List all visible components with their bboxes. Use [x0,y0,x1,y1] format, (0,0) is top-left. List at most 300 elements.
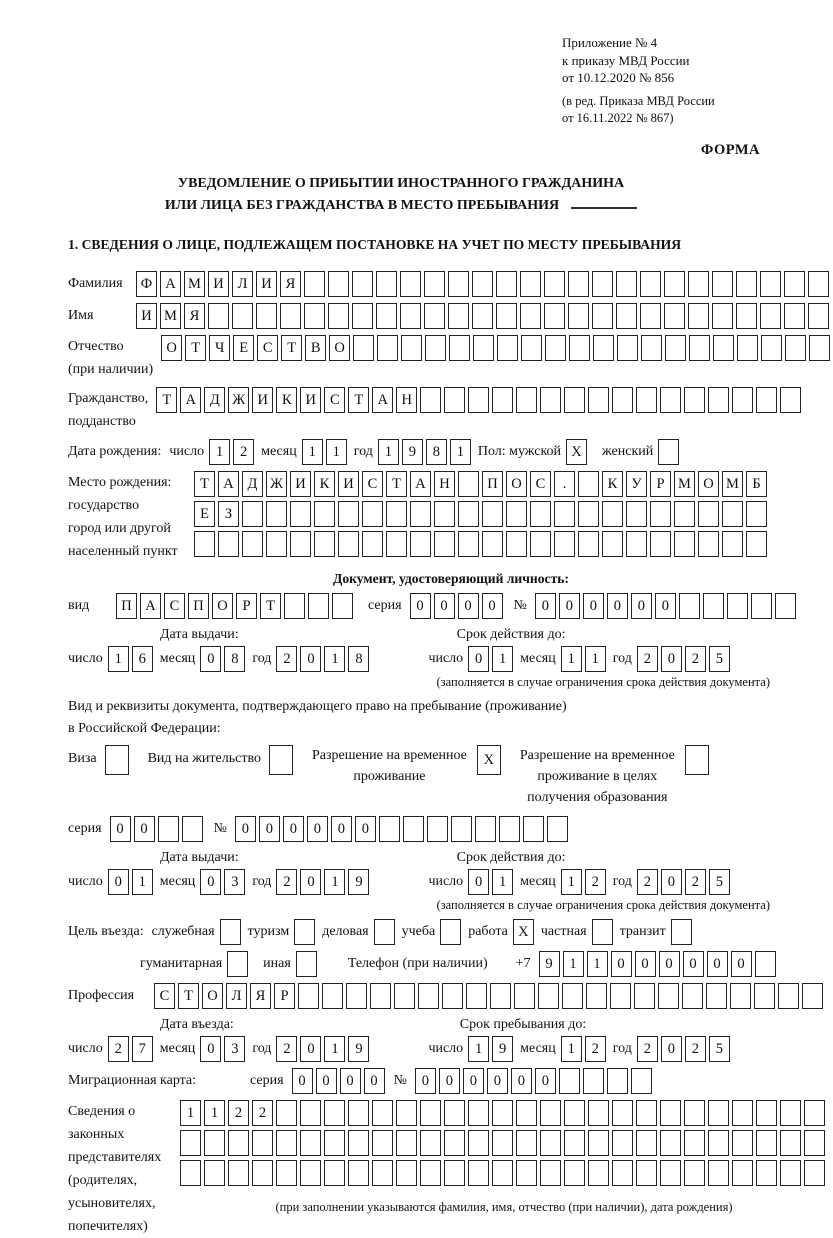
char-cell[interactable] [650,531,671,557]
char-cell[interactable]: 1 [378,439,399,465]
char-cell[interactable]: 0 [292,1068,313,1094]
char-cell[interactable] [490,983,511,1009]
char-cell[interactable]: 2 [637,869,658,895]
char-cell[interactable] [520,303,541,329]
char-cell[interactable]: 1 [561,1036,582,1062]
char-cell[interactable]: 0 [559,593,580,619]
char-cell[interactable] [468,1160,489,1186]
char-cell[interactable]: 0 [316,1068,337,1094]
char-cell[interactable] [559,1068,580,1094]
char-cell[interactable] [492,1100,513,1126]
char-cell[interactable] [616,271,637,297]
char-cell[interactable] [284,593,305,619]
char-cell[interactable] [468,387,489,413]
birth-month-boxes[interactable] [302,439,350,465]
char-cell[interactable] [684,1100,705,1126]
char-cell[interactable]: X [477,745,501,775]
char-cell[interactable]: М [674,471,695,497]
char-cell[interactable] [785,335,806,361]
char-cell[interactable] [232,303,253,329]
char-cell[interactable] [808,271,829,297]
char-cell[interactable] [544,271,565,297]
char-cell[interactable] [756,1130,777,1156]
char-cell[interactable]: 2 [108,1036,129,1062]
edu-permit-checkbox[interactable] [685,745,712,775]
purpose-other-checkbox[interactable] [296,951,320,977]
char-cell[interactable] [660,387,681,413]
char-cell[interactable]: 1 [561,869,582,895]
char-cell[interactable]: 0 [300,869,321,895]
char-cell[interactable] [204,1130,225,1156]
char-cell[interactable] [328,271,349,297]
char-cell[interactable]: 2 [585,1036,606,1062]
char-cell[interactable] [530,501,551,527]
char-cell[interactable] [444,387,465,413]
char-cell[interactable]: X [513,919,534,945]
char-cell[interactable]: Л [232,271,253,297]
char-cell[interactable]: 0 [511,1068,532,1094]
char-cell[interactable] [562,983,583,1009]
char-cell[interactable] [732,1160,753,1186]
char-cell[interactable] [592,919,613,945]
char-cell[interactable]: 9 [492,1036,513,1062]
char-cell[interactable] [269,745,293,775]
char-cell[interactable] [658,439,679,465]
char-cell[interactable] [242,501,263,527]
char-cell[interactable] [482,531,503,557]
surname-boxes[interactable] [136,271,832,297]
char-cell[interactable] [617,335,638,361]
char-cell[interactable] [324,1100,345,1126]
char-cell[interactable]: С [154,983,175,1009]
char-cell[interactable]: 8 [348,646,369,672]
stay-month-boxes[interactable] [561,1036,609,1062]
char-cell[interactable] [252,1160,273,1186]
char-cell[interactable] [448,303,469,329]
char-cell[interactable]: 0 [661,646,682,672]
migration-series-boxes[interactable] [292,1068,388,1094]
char-cell[interactable] [516,1130,537,1156]
char-cell[interactable] [298,983,319,1009]
char-cell[interactable]: 1 [209,439,230,465]
char-cell[interactable] [732,387,753,413]
representatives-row1-boxes[interactable] [180,1100,828,1126]
char-cell[interactable]: К [276,387,297,413]
char-cell[interactable] [444,1100,465,1126]
profession-boxes[interactable] [154,983,826,1009]
char-cell[interactable]: 1 [132,869,153,895]
char-cell[interactable] [732,1130,753,1156]
char-cell[interactable]: 5 [709,1036,730,1062]
char-cell[interactable] [688,271,709,297]
char-cell[interactable] [386,531,407,557]
char-cell[interactable] [386,501,407,527]
char-cell[interactable]: А [160,271,181,297]
char-cell[interactable]: 2 [276,646,297,672]
char-cell[interactable]: Т [185,335,206,361]
char-cell[interactable] [372,1100,393,1126]
char-cell[interactable]: 1 [587,951,608,977]
char-cell[interactable]: 1 [324,869,345,895]
char-cell[interactable] [698,531,719,557]
char-cell[interactable] [588,1130,609,1156]
char-cell[interactable]: Т [194,471,215,497]
char-cell[interactable]: Р [236,593,257,619]
char-cell[interactable]: 1 [324,646,345,672]
char-cell[interactable]: 2 [276,869,297,895]
stay-year-boxes[interactable] [637,1036,733,1062]
char-cell[interactable] [410,501,431,527]
char-cell[interactable]: 0 [331,816,352,842]
char-cell[interactable] [296,951,317,977]
char-cell[interactable]: 0 [300,646,321,672]
doc-issue-month-boxes[interactable] [200,646,248,672]
char-cell[interactable]: 0 [283,816,304,842]
char-cell[interactable] [304,271,325,297]
char-cell[interactable]: 1 [324,1036,345,1062]
char-cell[interactable] [523,816,544,842]
char-cell[interactable] [545,335,566,361]
char-cell[interactable]: Е [233,335,254,361]
char-cell[interactable] [631,1068,652,1094]
char-cell[interactable] [530,531,551,557]
permit-issue-day-boxes[interactable] [108,869,156,895]
char-cell[interactable] [578,471,599,497]
char-cell[interactable] [712,271,733,297]
birthplace-row3-boxes[interactable] [194,531,770,557]
char-cell[interactable] [362,531,383,557]
char-cell[interactable] [755,951,776,977]
char-cell[interactable]: 0 [659,951,680,977]
char-cell[interactable] [698,501,719,527]
char-cell[interactable] [442,983,463,1009]
purpose-transit-checkbox[interactable] [671,919,695,945]
char-cell[interactable] [612,1160,633,1186]
permit-issue-year-boxes[interactable] [276,869,372,895]
char-cell[interactable]: 0 [707,951,728,977]
phone-boxes[interactable] [539,951,779,977]
char-cell[interactable] [727,593,748,619]
char-cell[interactable] [568,303,589,329]
char-cell[interactable] [516,1100,537,1126]
char-cell[interactable] [228,1160,249,1186]
char-cell[interactable]: Ж [228,387,249,413]
char-cell[interactable]: М [184,271,205,297]
doc-valid-day-boxes[interactable] [468,646,516,672]
char-cell[interactable]: А [140,593,161,619]
char-cell[interactable] [578,501,599,527]
char-cell[interactable]: 0 [535,1068,556,1094]
char-cell[interactable]: И [338,471,359,497]
char-cell[interactable]: Л [226,983,247,1009]
char-cell[interactable]: О [202,983,223,1009]
name-boxes[interactable] [136,303,832,329]
char-cell[interactable]: 8 [224,646,245,672]
char-cell[interactable] [324,1160,345,1186]
char-cell[interactable] [730,983,751,1009]
char-cell[interactable] [564,1130,585,1156]
char-cell[interactable] [332,593,353,619]
char-cell[interactable]: 0 [259,816,280,842]
purpose-humanitarian-checkbox[interactable] [227,951,251,977]
char-cell[interactable] [396,1100,417,1126]
char-cell[interactable] [276,1160,297,1186]
char-cell[interactable]: М [160,303,181,329]
char-cell[interactable] [660,1100,681,1126]
birth-year-boxes[interactable] [378,439,474,465]
char-cell[interactable]: М [722,471,743,497]
char-cell[interactable] [256,303,277,329]
purpose-business-checkbox[interactable] [374,919,398,945]
char-cell[interactable] [708,1100,729,1126]
patronymic-boxes[interactable] [161,335,833,361]
char-cell[interactable]: 0 [200,1036,221,1062]
char-cell[interactable] [756,1160,777,1186]
char-cell[interactable] [568,271,589,297]
char-cell[interactable] [242,531,263,557]
char-cell[interactable] [516,387,537,413]
char-cell[interactable]: 0 [661,869,682,895]
char-cell[interactable]: 0 [535,593,556,619]
char-cell[interactable] [640,303,661,329]
char-cell[interactable] [105,745,129,775]
char-cell[interactable] [708,1160,729,1186]
char-cell[interactable] [362,501,383,527]
char-cell[interactable]: П [188,593,209,619]
char-cell[interactable] [588,387,609,413]
char-cell[interactable] [736,303,757,329]
char-cell[interactable] [377,335,398,361]
char-cell[interactable] [586,983,607,1009]
permit-series-boxes[interactable] [110,816,206,842]
char-cell[interactable]: 6 [132,646,153,672]
char-cell[interactable] [353,335,374,361]
char-cell[interactable]: Т [178,983,199,1009]
char-cell[interactable] [475,816,496,842]
char-cell[interactable]: 0 [458,593,479,619]
doc-type-boxes[interactable] [116,593,356,619]
char-cell[interactable]: А [218,471,239,497]
char-cell[interactable] [473,335,494,361]
char-cell[interactable] [538,983,559,1009]
visa-checkbox[interactable] [105,745,132,775]
char-cell[interactable] [218,531,239,557]
char-cell[interactable] [314,531,335,557]
char-cell[interactable] [352,303,373,329]
char-cell[interactable]: 0 [635,951,656,977]
char-cell[interactable] [252,1130,273,1156]
char-cell[interactable]: А [410,471,431,497]
doc-series-boxes[interactable] [410,593,506,619]
char-cell[interactable]: 0 [300,1036,321,1062]
char-cell[interactable]: И [300,387,321,413]
permit-valid-year-boxes[interactable] [637,869,733,895]
char-cell[interactable] [434,531,455,557]
char-cell[interactable]: Т [281,335,302,361]
char-cell[interactable]: Б [746,471,767,497]
char-cell[interactable] [496,303,517,329]
char-cell[interactable] [300,1100,321,1126]
citizenship-boxes[interactable] [156,387,804,413]
char-cell[interactable]: 0 [200,869,221,895]
char-cell[interactable] [374,919,395,945]
char-cell[interactable]: Я [184,303,205,329]
char-cell[interactable] [592,303,613,329]
char-cell[interactable]: 1 [302,439,323,465]
char-cell[interactable] [449,335,470,361]
char-cell[interactable] [396,1130,417,1156]
char-cell[interactable]: С [530,471,551,497]
char-cell[interactable] [420,1160,441,1186]
temp-permit-checkbox[interactable] [477,745,504,775]
char-cell[interactable]: И [208,271,229,297]
char-cell[interactable]: Т [156,387,177,413]
char-cell[interactable]: 5 [709,646,730,672]
char-cell[interactable] [713,335,734,361]
char-cell[interactable]: 1 [492,869,513,895]
char-cell[interactable]: Т [386,471,407,497]
char-cell[interactable] [420,387,441,413]
char-cell[interactable] [514,983,535,1009]
char-cell[interactable] [547,816,568,842]
char-cell[interactable] [394,983,415,1009]
char-cell[interactable] [712,303,733,329]
char-cell[interactable] [554,531,575,557]
char-cell[interactable] [732,1100,753,1126]
char-cell[interactable]: 0 [108,869,129,895]
char-cell[interactable]: О [212,593,233,619]
char-cell[interactable] [204,1160,225,1186]
char-cell[interactable] [640,271,661,297]
char-cell[interactable] [689,335,710,361]
char-cell[interactable] [228,1130,249,1156]
char-cell[interactable] [780,387,801,413]
char-cell[interactable]: 2 [233,439,254,465]
char-cell[interactable] [671,919,692,945]
char-cell[interactable] [300,1130,321,1156]
char-cell[interactable] [636,387,657,413]
char-cell[interactable]: 0 [631,593,652,619]
char-cell[interactable]: 0 [235,816,256,842]
char-cell[interactable]: А [180,387,201,413]
doc-valid-year-boxes[interactable] [637,646,733,672]
char-cell[interactable] [420,1100,441,1126]
char-cell[interactable]: Я [280,271,301,297]
char-cell[interactable]: 0 [134,816,155,842]
char-cell[interactable] [348,1160,369,1186]
char-cell[interactable] [424,303,445,329]
char-cell[interactable] [444,1160,465,1186]
char-cell[interactable] [328,303,349,329]
char-cell[interactable]: 9 [348,1036,369,1062]
permit-number-boxes[interactable] [235,816,571,842]
char-cell[interactable]: В [305,335,326,361]
char-cell[interactable] [468,1130,489,1156]
representatives-row3-boxes[interactable] [180,1160,828,1186]
char-cell[interactable] [410,531,431,557]
char-cell[interactable] [496,271,517,297]
char-cell[interactable] [583,1068,604,1094]
char-cell[interactable] [294,919,315,945]
permit-valid-day-boxes[interactable] [468,869,516,895]
char-cell[interactable]: . [554,471,575,497]
char-cell[interactable] [554,501,575,527]
char-cell[interactable]: 0 [655,593,676,619]
representatives-row2-boxes[interactable] [180,1130,828,1156]
char-cell[interactable] [458,471,479,497]
char-cell[interactable]: 1 [561,646,582,672]
purpose-official-checkbox[interactable] [220,919,244,945]
char-cell[interactable]: С [324,387,345,413]
char-cell[interactable] [220,919,241,945]
char-cell[interactable] [780,1130,801,1156]
char-cell[interactable]: К [314,471,335,497]
char-cell[interactable] [427,816,448,842]
char-cell[interactable] [760,303,781,329]
char-cell[interactable] [158,816,179,842]
birthplace-row2-boxes[interactable] [194,501,770,527]
char-cell[interactable] [602,501,623,527]
char-cell[interactable] [636,1100,657,1126]
char-cell[interactable] [540,387,561,413]
char-cell[interactable] [180,1160,201,1186]
char-cell[interactable]: 9 [539,951,560,977]
char-cell[interactable] [540,1100,561,1126]
char-cell[interactable]: 0 [355,816,376,842]
char-cell[interactable]: Н [434,471,455,497]
char-cell[interactable] [641,335,662,361]
char-cell[interactable] [376,303,397,329]
char-cell[interactable] [564,387,585,413]
char-cell[interactable] [266,531,287,557]
birthplace-row1-boxes[interactable] [194,471,770,497]
char-cell[interactable] [674,501,695,527]
char-cell[interactable] [682,983,703,1009]
char-cell[interactable] [775,593,796,619]
char-cell[interactable] [440,919,461,945]
char-cell[interactable] [352,271,373,297]
char-cell[interactable]: 1 [450,439,471,465]
birth-day-boxes[interactable] [209,439,257,465]
char-cell[interactable] [760,271,781,297]
char-cell[interactable] [754,983,775,1009]
char-cell[interactable]: С [164,593,185,619]
char-cell[interactable] [703,593,724,619]
char-cell[interactable] [802,983,823,1009]
char-cell[interactable] [418,983,439,1009]
char-cell[interactable]: 0 [439,1068,460,1094]
char-cell[interactable] [544,303,565,329]
char-cell[interactable] [564,1160,585,1186]
char-cell[interactable] [612,387,633,413]
char-cell[interactable] [379,816,400,842]
char-cell[interactable]: Т [348,387,369,413]
char-cell[interactable]: Е [194,501,215,527]
char-cell[interactable] [497,335,518,361]
char-cell[interactable]: 1 [492,646,513,672]
char-cell[interactable] [660,1130,681,1156]
char-cell[interactable] [506,531,527,557]
char-cell[interactable] [403,816,424,842]
char-cell[interactable] [708,1130,729,1156]
char-cell[interactable] [784,303,805,329]
char-cell[interactable] [194,531,215,557]
char-cell[interactable]: 0 [607,593,628,619]
char-cell[interactable] [780,1160,801,1186]
char-cell[interactable] [756,387,777,413]
char-cell[interactable] [492,1160,513,1186]
char-cell[interactable] [607,1068,628,1094]
